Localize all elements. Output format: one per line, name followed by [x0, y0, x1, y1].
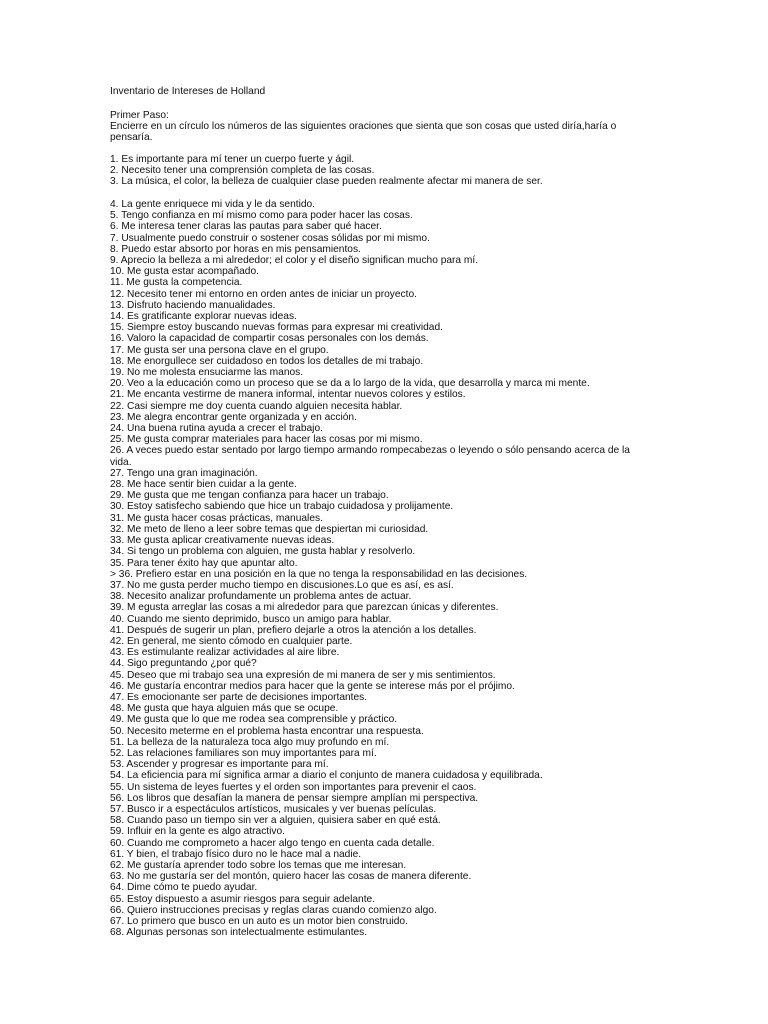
statement-item: > 36. Prefiero estar en una posición en la que no tenga la responsabilidad en las decisiones. [110, 568, 528, 580]
statement-item: 43. Es estimulante realizar actividades al aire libre. [110, 647, 340, 659]
statement-item: 31. Me gusta hacer cosas prácticas, manuales. [110, 512, 323, 524]
statement-item: 42. En general, me siento cómodo en cualquier parte. [110, 635, 353, 647]
statement-item: 13. Disfruto haciendo manualidades. [110, 299, 276, 311]
statement-item: 16. Valoro la capacidad de compartir cosas personales con los demás. [110, 333, 429, 345]
statement-item: 59. Influir en la gente es algo atractivo. [110, 826, 285, 838]
statement-item: 4. La gente enriquece mi vida y le da sentido. [110, 199, 316, 210]
statement-item: 2. Necesito tener una comprensión completa de las cosas. [110, 165, 375, 177]
statement-item: 54. La eficiencia para mí significa armar a diario el conjunto de manera cuidadosa y equilibrada. [110, 770, 543, 782]
statement-item: 34. Si tengo un problema con alguien, me gusta hablar y resolverlo. [110, 546, 416, 558]
statement-item: 39. M egusta arreglar las cosas a mi alrededor para que parezcan únicas y diferentes. [110, 602, 499, 614]
statement-item: 18. Me enorgullece ser cuidadoso en todos los detalles de mi trabajo. [110, 355, 424, 367]
statement-item: 35. Para tener éxito hay que apuntar alto. [110, 557, 298, 569]
statement-item: 50. Necesito meterme en el problema hasta encontrar una respuesta. [110, 725, 424, 737]
statement-item: 26. A veces puedo estar sentado por largo tiempo armando rompecabezas o leyendo o sólo pensando acerca de la vida. [110, 445, 630, 468]
statement-item: 28. Me hace sentir bien cuidar a la gente. [110, 479, 297, 491]
statement-item: 15. Siempre estoy buscando nuevas formas para expresar mi creatividad. [110, 322, 443, 334]
statement-item: 52. Las relaciones familiares son muy importantes para mí. [110, 747, 377, 759]
statement-item: 64. Dime cómo te puedo ayudar. [110, 882, 258, 894]
statement-item: 23. Me alegra encontrar gente organizada y en acción. [110, 411, 357, 423]
statement-item: 5. Tengo confianza en mí mismo como para poder hacer las cosas. [110, 210, 413, 222]
statement-item: 62. Me gustaría aprender todo sobre los temas que me interesan. [110, 859, 407, 871]
statement-item: 45. Deseo que mi trabajo sea una expresión de mi manera de ser y mis sentimientos. [110, 669, 496, 681]
statement-item: 56. Los libros que desafían la manera de pensar siempre amplían mi perspectiva. [110, 792, 479, 804]
statement-item: 1. Es importante para mí tener un cuerpo fuerte y ágil. [110, 154, 355, 165]
statement-item: 30. Estoy satisfecho sabiendo que hice un trabajo cuidadosa y prolijamente. [110, 501, 454, 513]
statement-item: 55. Un sistema de leyes fuertes y el orden son importantes para prevenir el caos. [110, 781, 477, 793]
statement-item: 40. Cuando me siento deprimido, busco un amigo para hablar. [110, 613, 392, 625]
statement-item: 61. Y bien, el trabajo físico duro no le hace mal a nadie. [110, 848, 362, 860]
statement-item: 41. Después de sugerir un plan, prefiero dejarle a otros la atención a los detalles. [110, 624, 477, 636]
statement-item: 9. Aprecio la belleza a mi alrededor; el color y el diseño significan mucho para mí. [110, 255, 479, 267]
statement-item: 29. Me gusta que me tengan confianza para hacer un trabajo. [110, 490, 389, 502]
statement-item: 66. Quiero instrucciones precisas y reglas claras cuando comienzo algo. [110, 904, 437, 916]
statement-item: 22. Casi siempre me doy cuenta cuando alguien necesita hablar. [110, 400, 403, 412]
statement-item: 8. Puedo estar absorto por horas en mis pensamientos. [110, 243, 361, 255]
statement-list-group-1 [110, 154, 650, 188]
statement-item: 65. Estoy dispuesto a asumir riesgos para seguir adelante. [110, 893, 376, 905]
statement-item: 60. Cuando me comprometo a hacer algo tengo en cuenta cada detalle. [110, 837, 435, 849]
document-title: Inventario de Intereses de Holland [110, 86, 266, 97]
statement-list-group-2 [110, 199, 650, 938]
statement-item: 63. No me gustaría ser del montón, quiero hacer las cosas de manera diferente. [110, 871, 472, 883]
statement-item: 10. Me gusta estar acompañado. [110, 266, 259, 278]
statement-item: 24. Una buena rutina ayuda a crecer el trabajo. [110, 423, 323, 435]
statement-item: 14. Es gratificante explorar nuevas ideas. [110, 311, 297, 323]
statement-item: 6. Me interesa tener claras las pautas para saber qué hacer. [110, 221, 382, 233]
statement-item: 46. Me gustaría encontrar medios para hacer que la gente se interese más por el prójimo. [110, 680, 515, 692]
statement-item: 58. Cuando paso un tiempo sin ver a alguien, quisiera saber en qué está. [110, 815, 441, 827]
statement-item: 33. Me gusta aplicar creativamente nuevas ideas. [110, 535, 335, 547]
statement-item: 44. Sigo preguntando ¿por qué? [110, 658, 257, 670]
statement-item: 12. Necesito tener mi entorno en orden antes de iniciar un proyecto. [110, 288, 417, 300]
statement-item: 68. Algunas personas son intelectualmente estimulantes. [110, 927, 368, 939]
statement-item: 49. Me gusta que lo que me rodea sea comprensible y práctico. [110, 714, 398, 726]
step-heading: Primer Paso: [110, 110, 169, 121]
statement-item: 37. No me gusta perder mucho tiempo en discusiones.Lo que es así, es así. [110, 579, 454, 591]
statement-item: 7. Usualmente puedo construir o sostener cosas sólidas por mi mismo. [110, 232, 430, 244]
statement-item: 25. Me gusta comprar materiales para hacer las cosas por mi mismo. [110, 434, 423, 446]
statement-item: 38. Necesito analizar profundamente un problema antes de actuar. [110, 591, 412, 603]
statement-item: 48. Me gusta que haya alguien más que se ocupe. [110, 703, 339, 715]
statement-item: 53. Ascender y progresar es importante para mí. [110, 759, 329, 771]
statement-item: 20. Veo a la educación como un proceso que se da a lo largo de la vida, que desarrolla y marca mi mente. [110, 378, 590, 390]
statement-item: 3. La música, el color, la belleza de cualquier clase pueden realmente afectar mi manera de ser. [110, 176, 543, 188]
statement-item: 57. Busco ir a espectáculos artísticos, musicales y ver buenas películas. [110, 803, 437, 815]
statement-item: 67. Lo primero que busco en un auto es un motor bien construido. [110, 916, 408, 927]
statement-item: 21. Me encanta vestirme de manera informal, intentar nuevos colores y estilos. [110, 389, 466, 401]
statement-item: 51. La belleza de la naturaleza toca algo muy profundo en mí. [110, 736, 390, 748]
instructions-paragraph: Encierre en un círculo los números de las siguientes oraciones que sienta que son cosas que usted diría,haría o pensaría. [110, 121, 617, 144]
statement-item: 11. Me gusta la competencia. [110, 277, 243, 289]
statement-item: 27. Tengo una gran imaginación. [110, 467, 258, 479]
statement-item: 17. Me gusta ser una persona clave en el grupo. [110, 344, 329, 356]
statement-item: 47. Es emocionante ser parte de decisiones importantes. [110, 691, 368, 703]
statement-item: 32. Me meto de lleno a leer sobre temas que despiertan mi curiosidad. [110, 523, 429, 535]
statement-item: 19. No me molesta ensuciarme las manos. [110, 367, 304, 379]
